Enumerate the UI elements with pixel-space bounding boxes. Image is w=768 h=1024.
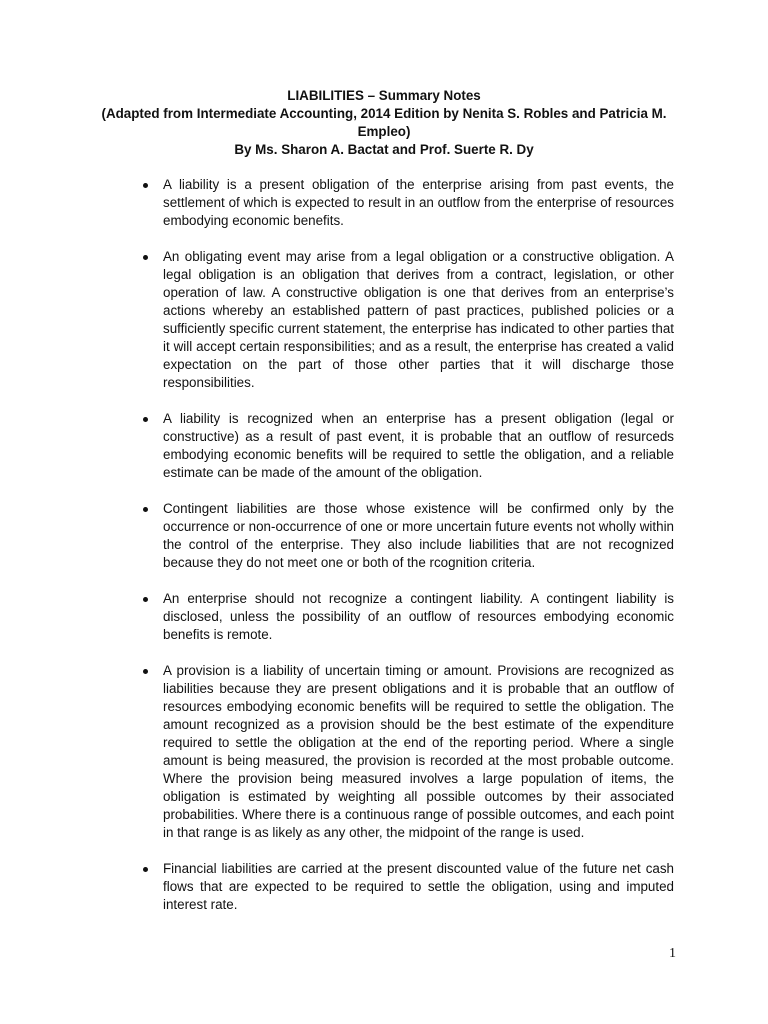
- bullet-item-contingent-liabilities: [163, 500, 674, 572]
- bullet-text: A provision is a liability of uncertain timing or amount. Provisions are recognized as liabilities because they are present obligations and it is probable that an outflow of resources embodying economic benefits will be required to settle the obligation. The amount recognized as a provision should be the best estimate of the expenditure required to settle the obligation at the end of the reporting period. Where a single amount is being measured, the provision is recorded at the most probable outcome. Where the provision being measured involves a large population of items, the obligation is estimated by weighting all possible outcomes by their associated probabilities. Where there is a continuous range of possible outcomes, and each point in that range is as likely as any other, the midpoint of the range is used.: [163, 663, 674, 840]
- bullet-item-liability-recognition: [163, 410, 674, 482]
- bullet-icon: [143, 507, 148, 512]
- bullet-item-financial-liabilities: [163, 860, 674, 914]
- bullet-text: An obligating event may arise from a legal obligation or a constructive obligation. A legal obligation is an obligation that derives from a contract, legislation, or other operation of law. A constructive obligation is one that derives from an enterprise’s actions whereby an established pattern of past practices, published policies or a sufficiently specific current statement, the enterprise has indicated to other parties that it will accept certain responsibilities; and as a result, the enterprise has created a valid expectation on the part of those other parties that it will discharge those responsibilities.: [163, 249, 674, 390]
- bullet-item-provision: [163, 662, 674, 842]
- bullet-item-liability-definition: [163, 176, 674, 230]
- bullet-text: A liability is recognized when an enterprise has a present obligation (legal or constructive) as a result of past event, it is probable that an outflow of resurceds embodying economic benefits will be required to settle the obligation, and a reliable estimate can be made of the amount of the obligation.: [163, 411, 674, 480]
- bullet-text: An enterprise should not recognize a contingent liability. A contingent liability is disclosed, unless the possibility of an outflow of resources embodying economic benefits is remote.: [163, 591, 674, 642]
- page-number: 1: [669, 946, 676, 961]
- bullet-text: Financial liabilities are carried at the present discounted value of the future net cash flows that are expected to be required to settle the obligation, using and imputed interest rate.: [163, 861, 674, 912]
- authors-line: By Ms. Sharon A. Bactat and Prof. Suerte R. Dy: [234, 142, 534, 157]
- document-title: LIABILITIES – Summary Notes: [287, 88, 481, 103]
- bullet-icon: [143, 669, 148, 674]
- bullet-item-obligating-event: [163, 248, 674, 392]
- bullet-icon: [143, 597, 148, 602]
- bullet-icon: [143, 417, 148, 422]
- document-header: [80, 87, 688, 159]
- bullet-list: [0, 176, 768, 932]
- bullet-item-contingent-disclosure: [163, 590, 674, 644]
- source-note-line-1: (Adapted from Intermediate Accounting, 2014 Edition by Nenita S. Robles and Patricia M.: [101, 106, 667, 121]
- bullet-text: A liability is a present obligation of the enterprise arising from past events, the settlement of which is expected to result in an outflow from the enterprise of resources embodying economic benefits.: [163, 177, 674, 228]
- bullet-icon: [143, 255, 148, 260]
- source-note-line-2: Empleo): [357, 124, 411, 139]
- bullet-icon: [143, 183, 148, 188]
- bullet-icon: [143, 867, 148, 872]
- bullet-text: Contingent liabilities are those whose existence will be confirmed only by the occurrence or non-occurrence of one or more uncertain future events not wholly within the control of the enterprise. They also include liabilities that are not recognized because they do not meet one or both of the rcognition criteria.: [163, 501, 674, 570]
